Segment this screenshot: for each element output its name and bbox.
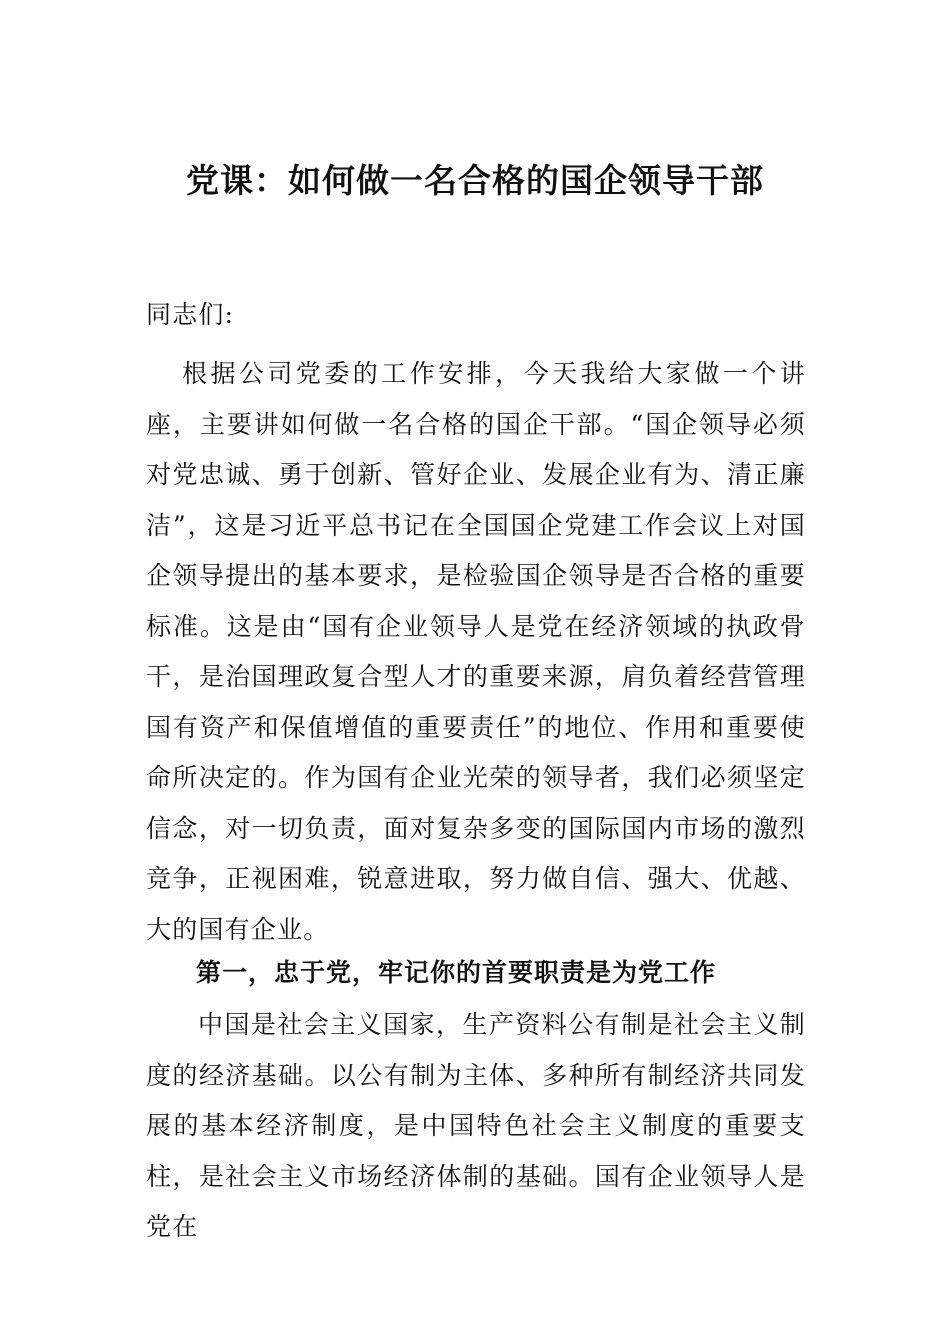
paragraph-intro: 根据公司党委的工作安排，今天我给大家做一个讲座，主要讲如何做一名合格的国企干部。“国企领导必须对党忠诚、勇于创新、管好企业、发展企业有为、清正廉洁”，这是习近平总书记在全国国企党建工作会议上对国企领导提出的基本要求，是检验国企领导是否合格的重要标准。这是由“国有企业领导人是党在经济领域的执政骨干，是治国理政复合型人才的重要来源，肩负着经营管理国有资产和保值增值的重要责任”的地位、作用和重要使命所决定的。作为国有企业光荣的领导者，我们必须坚定信念，对一切负责，面对复杂多变的国际国内市场的激烈竞争，正视困难，锐意进取，努力做自信、强大、优越、大的国有企业。	[146, 359, 806, 944]
salutation: 同志们:	[146, 300, 235, 329]
paragraph-section-1: 中国是社会主义国家，生产资料公有制是社会主义制度的经济基础。以公有制为主体、多种所有制经济共同发展的基本经济制度，是中国特色社会主义制度的重要支柱，是社会主义市场经济体制的基础。国有企业领导人是党在	[146, 1010, 806, 1241]
document-title: 党课：如何做一名合格的国企领导干部	[186, 161, 764, 200]
section-heading-1: 第一，忠于党，牢记你的首要职责是为党工作	[196, 958, 717, 987]
